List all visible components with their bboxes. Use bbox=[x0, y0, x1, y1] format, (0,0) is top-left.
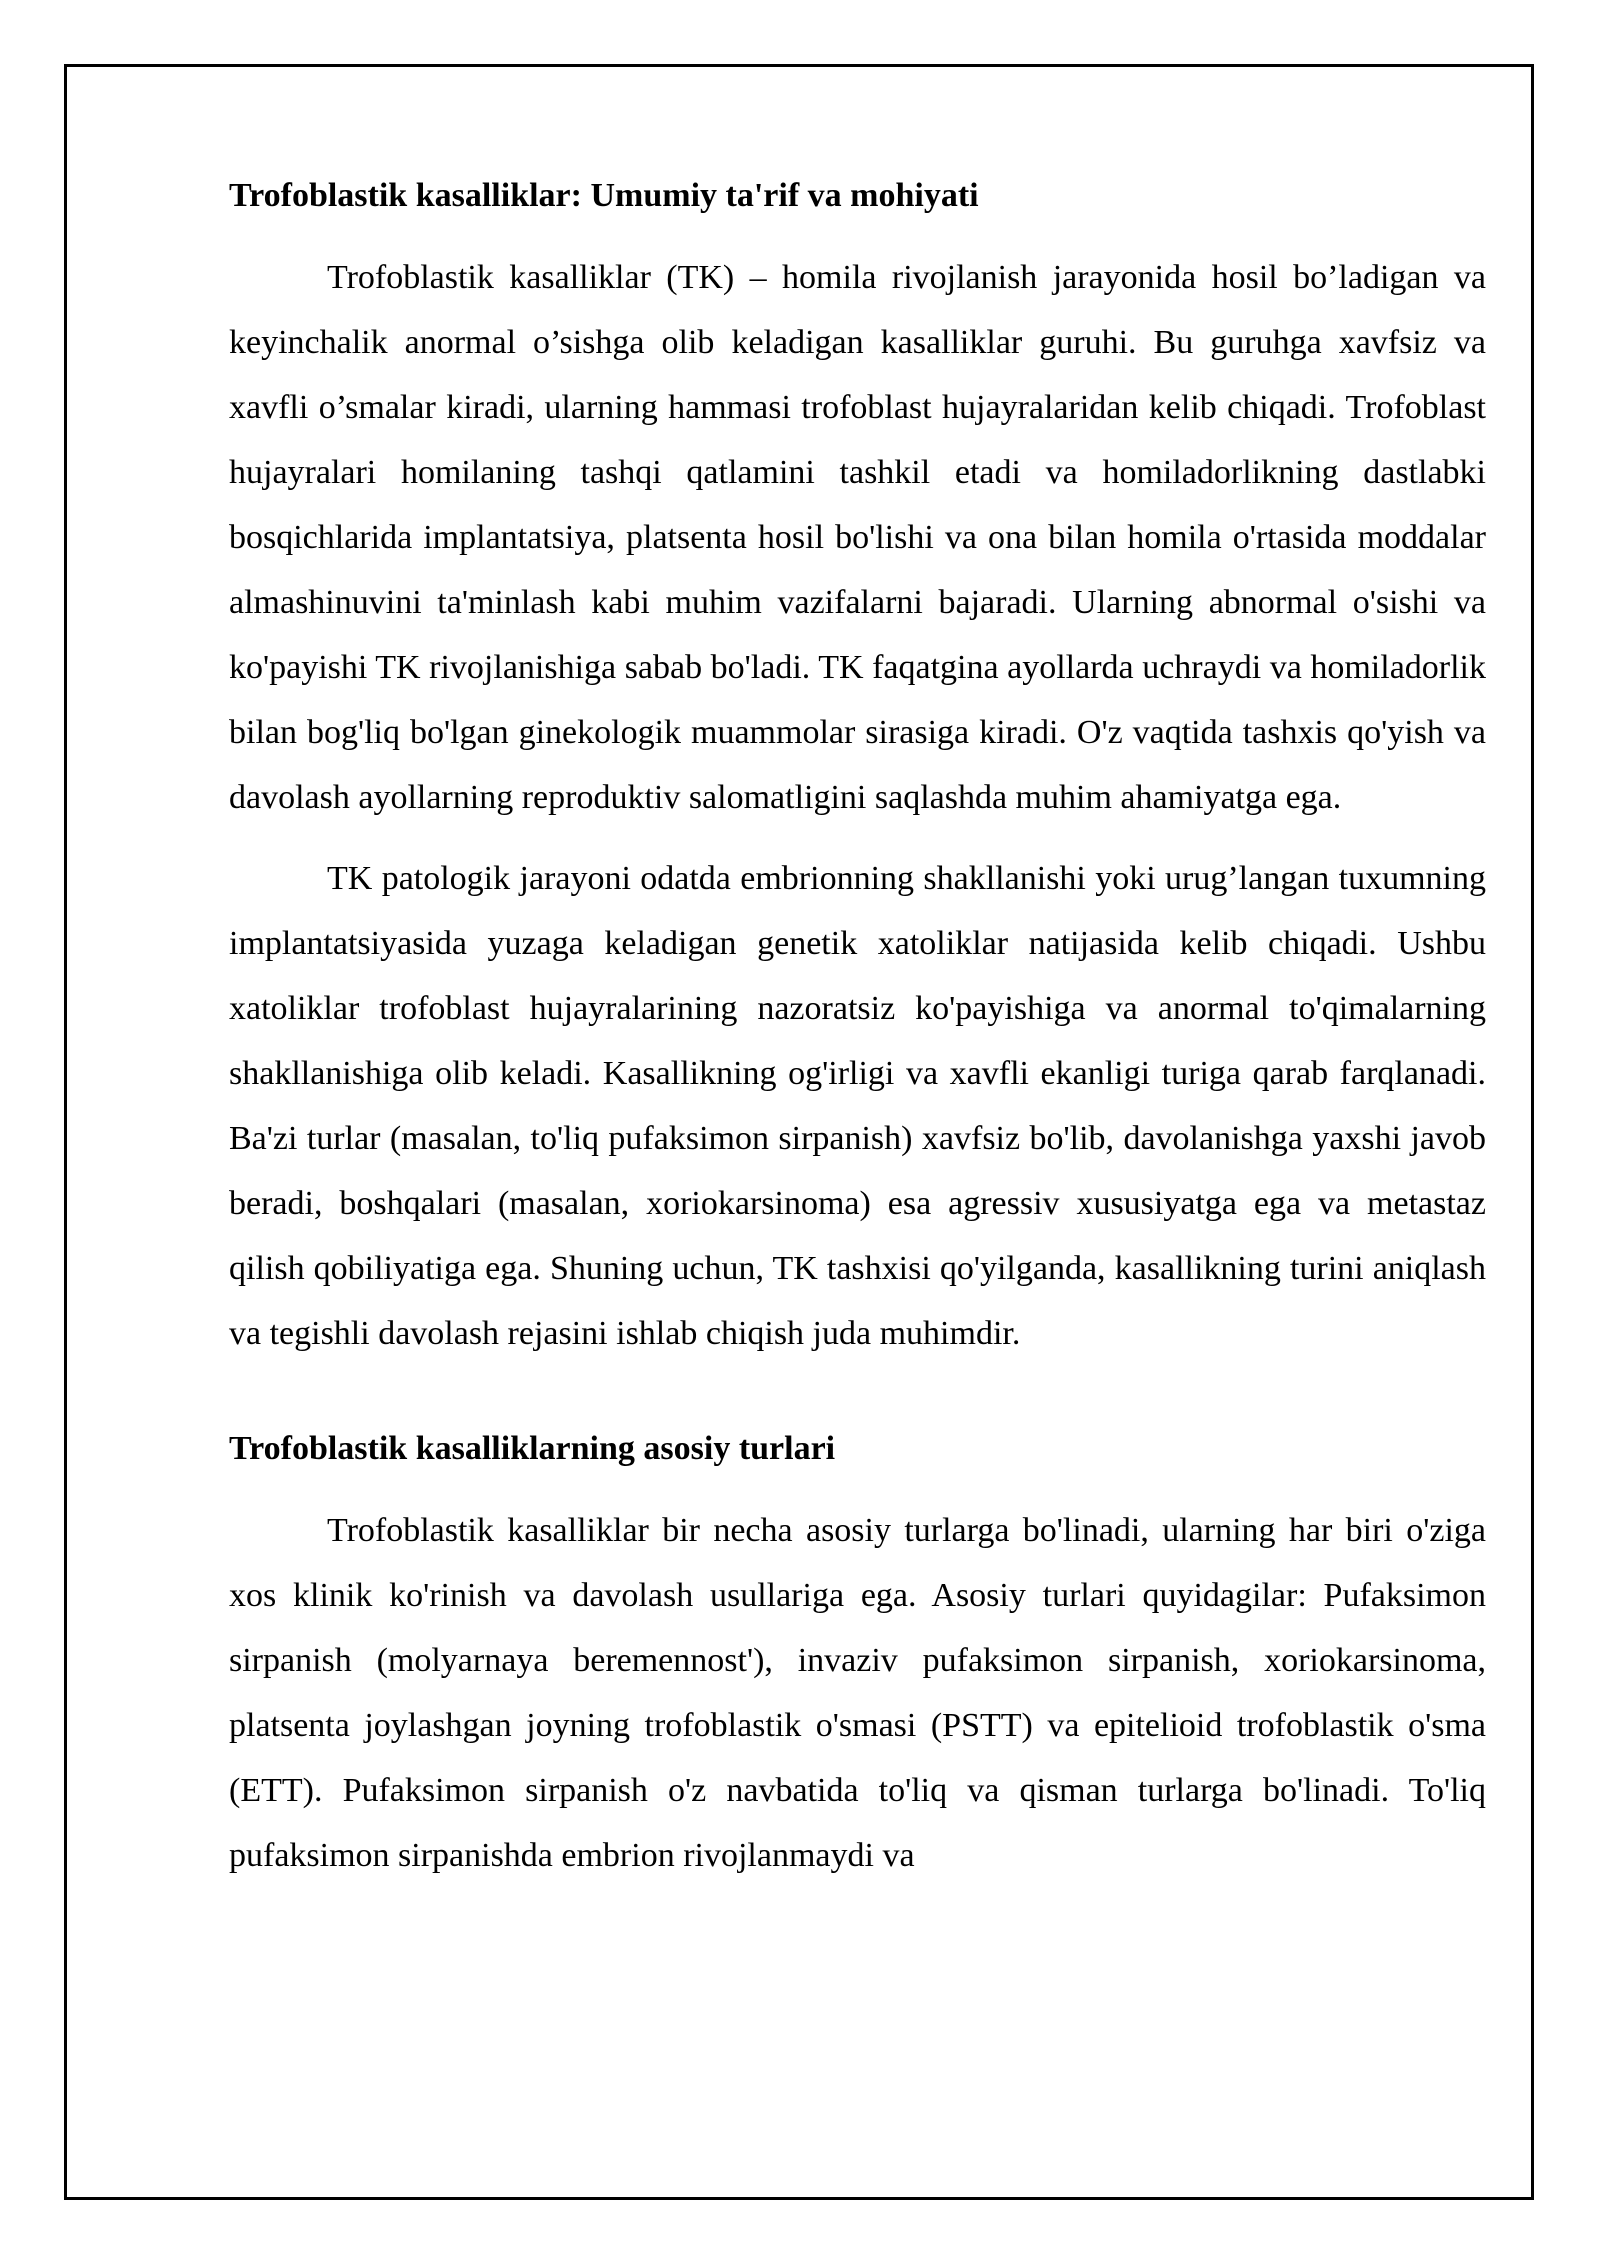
paragraph-definition: Trofoblastik kasalliklar (TK) – homila rivojlanish jarayonida hosil bo’ladigan va keyinchalik anormal o’sishga olib keladigan kasalliklar guruhi. Bu guruhga xavfsiz va xavfli o’smalar kiradi, ularning hammasi trofoblast hujayralaridan kelib chiqadi. Trofoblast hujayralari homilaning tashqi qatlamini tashkil etadi va homiladorlikning dastlabki bosqichlarida implantatsiya, platsenta hosil bo'lishi va ona bilan homila o'rtasida moddalar almashinuvini ta'minlash kabi muhim vazifalarni bajaradi. Ularning abnormal o'sishi va ko'payishi TK rivojlanishiga sabab bo'ladi. TK faqatgina ayollarda uchraydi va homiladorlik bilan bog'liq bo'lgan ginekologik muammolar sirasiga kiradi. O'z vaqtida tashxis qo'yish va davolash ayollarning reproduktiv salomatligini saqlashda muhim ahamiyatga ega. bbox=[229, 259, 1486, 816]
paragraph-pathology: TK patologik jarayoni odatda embrionning shakllanishi yoki urug’langan tuxumning implantatsiyasida yuzaga keladigan genetik xatoliklar natijasida kelib chiqadi. Ushbu xatoliklar trofoblast hujayralarining nazoratsiz ko'payishiga va anormal to'qimalarning shakllanishiga olib keladi. Kasallikning og'irligi va xavfli ekanligi turiga qarab farqlanadi. Ba'zi turlar (masalan, to'liq pufaksimon sirpanish) xavfsiz bo'lib, davolanishga yaxshi javob beradi, boshqalari (masalan, xoriokarsinoma) esa agressiv xususiyatga ega va metastaz qilish qobiliyatiga ega. Shuning uchun, TK tashxisi qo'yilganda, kasallikning turini aniqlash va tegishli davolash rejasini ishlab chiqish juda muhimdir. bbox=[229, 860, 1486, 1352]
document-body bbox=[229, 163, 1486, 1888]
section-heading-main-types: Trofoblastik kasalliklarning asosiy turlari bbox=[229, 1430, 836, 1467]
section-heading-general-definition: Trofoblastik kasalliklar: Umumiy ta'rif va mohiyati bbox=[229, 177, 979, 214]
paragraph-types: Trofoblastik kasalliklar bir necha asosiy turlarga bo'linadi, ularning har biri o'ziga xos klinik ko'rinish va davolash usullariga ega. Asosiy turlari quyidagilar: Pufaksimon sirpanish (molyarnaya beremennost'), invaziv pufaksimon sirpanish, xoriokarsinoma, platsenta joylashgan joyning trofoblastik o'smasi (PSTT) va epitelioid trofoblastik o'sma (ETT). Pufaksimon sirpanish o'z navbatida to'liq va qisman turlarga bo'linadi. To'liq pufaksimon sirpanishda embrion rivojlanmaydi va bbox=[229, 1512, 1486, 1874]
